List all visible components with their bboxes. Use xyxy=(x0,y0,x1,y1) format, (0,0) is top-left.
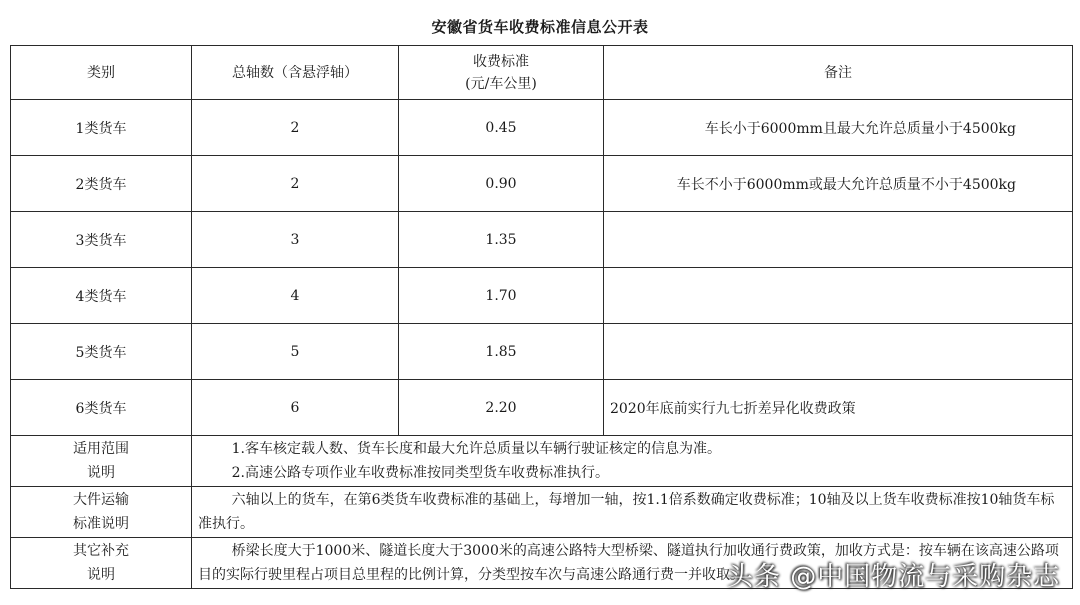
oversize-note-paragraph: 六轴以上的货车，在第6类货车收费标准的基础上，每增加一轴，按1.1倍系数确定收费标准；10轴及以上货车收费标准按10轴货车标准执行。 xyxy=(198,492,1055,532)
header-axles: 总轴数（含悬浮轴） xyxy=(192,46,399,100)
other-note-paragraph: 桥梁长度大于1000米、隧道长度大于3000米的高速公路特大型桥梁、隧道执行加收通行费政策，加收方式是：按车辆在该高速公路项目的实际行驶里程占项目总里程的比例计算，分类型按车次与高速公路通行费一并收取。 xyxy=(198,543,1059,583)
table-row xyxy=(11,324,1073,380)
header-remarks: 备注 xyxy=(604,46,1073,100)
scope-note-label xyxy=(11,436,192,487)
cell-remark xyxy=(604,212,1073,268)
scope-note-row xyxy=(11,436,1073,487)
cell-axles: 6 xyxy=(192,380,399,436)
oversize-label-line1: 大件运输 xyxy=(73,492,129,508)
cell-axles: 5 xyxy=(192,324,399,380)
oversize-label-line2: 标准说明 xyxy=(73,516,129,532)
cell-remark: 车长不小于6000mm或最大允许总质量不小于4500kg xyxy=(604,156,1073,212)
scope-label-line1: 适用范围 xyxy=(73,441,129,457)
cell-remark xyxy=(604,324,1073,380)
cell-category: 2类货车 xyxy=(11,156,192,212)
cell-rate: 1.70 xyxy=(399,268,604,324)
cell-rate: 2.20 xyxy=(399,380,604,436)
table-row xyxy=(11,380,1073,436)
scope-label-line2: 说明 xyxy=(87,465,115,481)
header-rate-line1: 收费标准 xyxy=(473,53,529,70)
scope-note-line2: 2.高速公路专项作业车收费标准按同类型货车收费标准执行。 xyxy=(231,465,609,481)
cell-category: 5类货车 xyxy=(11,324,192,380)
cell-axles: 2 xyxy=(192,100,399,156)
table-header-row xyxy=(11,46,1073,100)
scope-note-text xyxy=(192,436,1073,487)
cell-remark: 2020年底前实行九七折差异化收费政策 xyxy=(604,380,1073,436)
table-row xyxy=(11,156,1073,212)
cell-rate: 0.90 xyxy=(399,156,604,212)
oversize-note-text xyxy=(192,487,1073,538)
cell-remark: 车长小于6000mm且最大允许总质量小于4500kg xyxy=(604,100,1073,156)
cell-rate: 1.35 xyxy=(399,212,604,268)
page-title: 安徽省货车收费标准信息公开表 xyxy=(431,18,649,36)
header-category: 类别 xyxy=(11,46,192,100)
cell-axles: 3 xyxy=(192,212,399,268)
watermark: 头条 @中国物流与采购杂志 xyxy=(727,562,1061,592)
table-row xyxy=(11,268,1073,324)
cell-axles: 4 xyxy=(192,268,399,324)
table-row xyxy=(11,100,1073,156)
other-note-label xyxy=(11,538,192,589)
scope-note-line1: 1.客车核定载人数、货车长度和最大允许总质量以车辆行驶证核定的信息为准。 xyxy=(231,441,721,457)
other-label-line2: 说明 xyxy=(87,567,115,583)
oversize-note-label xyxy=(11,487,192,538)
cell-rate: 1.85 xyxy=(399,324,604,380)
table-row xyxy=(11,212,1073,268)
header-rate-line2: (元/车公里) xyxy=(465,75,537,92)
fee-table xyxy=(10,45,1073,589)
cell-category: 1类货车 xyxy=(11,100,192,156)
other-label-line1: 其它补充 xyxy=(73,543,129,559)
header-rate xyxy=(399,46,604,100)
cell-remark xyxy=(604,268,1073,324)
cell-category: 6类货车 xyxy=(11,380,192,436)
cell-rate: 0.45 xyxy=(399,100,604,156)
oversize-note-row xyxy=(11,487,1073,538)
cell-category: 4类货车 xyxy=(11,268,192,324)
cell-category: 3类货车 xyxy=(11,212,192,268)
cell-axles: 2 xyxy=(192,156,399,212)
